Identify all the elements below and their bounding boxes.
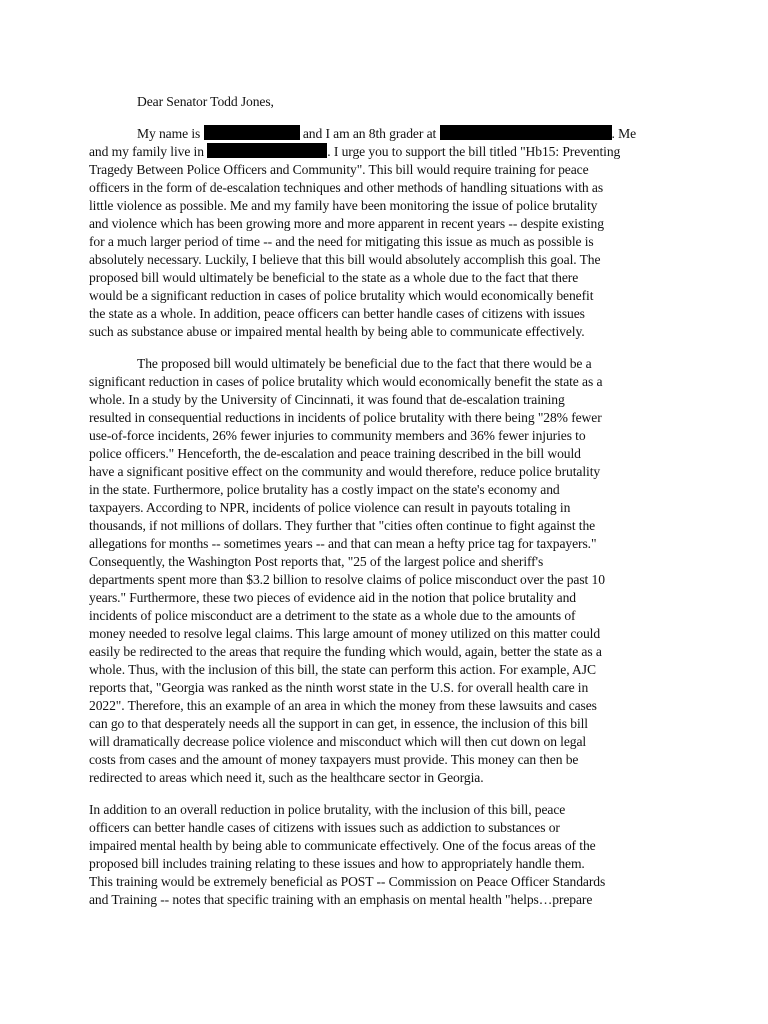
paragraph-2 <box>89 355 677 787</box>
paragraph-line: and Training -- notes that specific training with an emphasis on mental health "helps…prepare <box>89 892 593 907</box>
paragraph-line: whole. In a study by the University of Cincinnati, it was found that de-escalation training <box>89 392 565 407</box>
redacted-school <box>440 125 612 140</box>
paragraph-line: whole. Thus, with the inclusion of this bill, the state can perform this action. For example, AJC <box>89 662 596 677</box>
paragraph-line: for a much larger period of time -- and the need for mitigating this issue as much as possible is <box>89 234 594 249</box>
paragraph-line: absolutely necessary. Luckily, I believe that this bill would absolutely accomplish this goal. The <box>89 252 601 267</box>
intro-name-prefix: My name is <box>137 126 201 141</box>
paragraph-line: officers in the form of de-escalation techniques and other methods of handling situations with as <box>89 180 604 195</box>
intro-bill-request: . I urge you to support the bill titled "Hb15: Preventing <box>327 144 621 159</box>
paragraph-line: officers can better handle cases of citizens with issues such as addiction to substances or <box>89 820 560 835</box>
paragraph-1-line-2 <box>89 143 677 161</box>
paragraph-line: significant reduction in cases of police brutality which would economically benefit the state as a <box>89 374 603 389</box>
letter-body <box>89 93 677 909</box>
paragraph-spacer <box>89 341 677 355</box>
intro-school-prefix: and I am an 8th grader at <box>302 126 437 141</box>
paragraph-line: proposed bill includes training relating to these issues and how to appropriately handle them. <box>89 856 585 871</box>
paragraph-line: taxpayers. According to NPR, incidents of police violence can result in payouts totaling in <box>89 500 571 515</box>
paragraph-line: police officers." Henceforth, the de-escalation and peace training described in the bill would <box>89 446 581 461</box>
paragraph-line: in the state. Furthermore, police brutality has a costly impact on the state's economy and <box>89 482 560 497</box>
paragraph-line: departments spent more than $3.2 billion to resolve claims of police misconduct over the past 10 <box>89 572 605 587</box>
paragraph-line: thousands, if not millions of dollars. They further that "cities often continue to fight against the <box>89 518 596 533</box>
paragraph-line: proposed bill would ultimately be beneficial to the state as a whole due to the fact that there <box>89 270 579 285</box>
paragraph-line: Consequently, the Washington Post reports that, "25 of the largest police and sheriff's <box>89 554 544 569</box>
redacted-name <box>204 125 300 140</box>
paragraph-line: reports that, "Georgia was ranked as the ninth worst state in the U.S. for overall health care in <box>89 680 589 695</box>
paragraph-line: In addition to an overall reduction in police brutality, with the inclusion of this bill, peace <box>89 802 566 817</box>
paragraph-line: can go to that desperately needs all the support in can get, in essence, the inclusion of this bill <box>89 716 588 731</box>
paragraph-line: This training would be extremely beneficial as POST -- Commission on Peace Officer Standards <box>89 874 606 889</box>
paragraph-line: easily be redirected to the areas that require the funding which would, again, better the state as a <box>89 644 602 659</box>
paragraph-1 <box>89 125 677 341</box>
paragraph-line: resulted in consequential reductions in incidents of police brutality with there being "28% fewer <box>89 410 602 425</box>
intro-location-prefix: and my family live in <box>89 144 204 159</box>
paragraph-line: 2022". Therefore, this an example of an area in which the money from these lawsuits and cases <box>89 698 597 713</box>
paragraph-line: and violence which has been growing more and more apparent in recent years -- despite existing <box>89 216 604 231</box>
paragraph-spacer <box>89 787 677 801</box>
paragraph-1-line-1 <box>89 125 677 143</box>
redacted-location <box>207 143 327 158</box>
paragraph-line: would be a significant reduction in cases of police brutality which would economically benefit <box>89 288 594 303</box>
paragraph-line: The proposed bill would ultimately be beneficial due to the fact that there would be a <box>137 356 592 371</box>
paragraph-line: use-of-force incidents, 26% fewer injuries to community members and 36% fewer injuries to <box>89 428 586 443</box>
paragraph-line: years." Furthermore, these two pieces of evidence aid in the notion that police brutality and <box>89 590 576 605</box>
paragraph-line: little violence as possible. Me and my family have been monitoring the issue of police brutality <box>89 198 598 213</box>
intro-line-end: . Me <box>611 126 637 141</box>
paragraph-line: will dramatically decrease police violence and misconduct which will then cut down on legal <box>89 734 587 749</box>
paragraph-line: money needed to resolve legal claims. This large amount of money utilized on this matter could <box>89 626 601 641</box>
paragraph-spacer <box>89 111 677 125</box>
paragraph-line: incidents of police misconduct are a detriment to the state as a whole due to the amounts of <box>89 608 576 623</box>
paragraph-line: costs from cases and the amount of money taxpayers must provide. This money can then be <box>89 752 579 767</box>
paragraph-line: impaired mental health by being able to communicate effectively. One of the focus areas of the <box>89 838 596 853</box>
salutation: Dear Senator Todd Jones, <box>137 94 274 109</box>
paragraph-line: the state as a whole. In addition, peace officers can better handle cases of citizens with issues <box>89 306 585 321</box>
paragraph-line: have a significant positive effect on the community and would therefore, reduce police brutality <box>89 464 601 479</box>
paragraph-line: Tragedy Between Police Officers and Community". This bill would require training for peace <box>89 162 589 177</box>
paragraph-3 <box>89 801 677 909</box>
paragraph-line: such as substance abuse or impaired mental health by being able to communicate effectively. <box>89 324 585 339</box>
paragraph-line: redirected to areas which need it, such as the healthcare sector in Georgia. <box>89 770 484 785</box>
paragraph-line: allegations for months -- sometimes years -- and that can mean a hefty price tag for taxpayers." <box>89 536 597 551</box>
